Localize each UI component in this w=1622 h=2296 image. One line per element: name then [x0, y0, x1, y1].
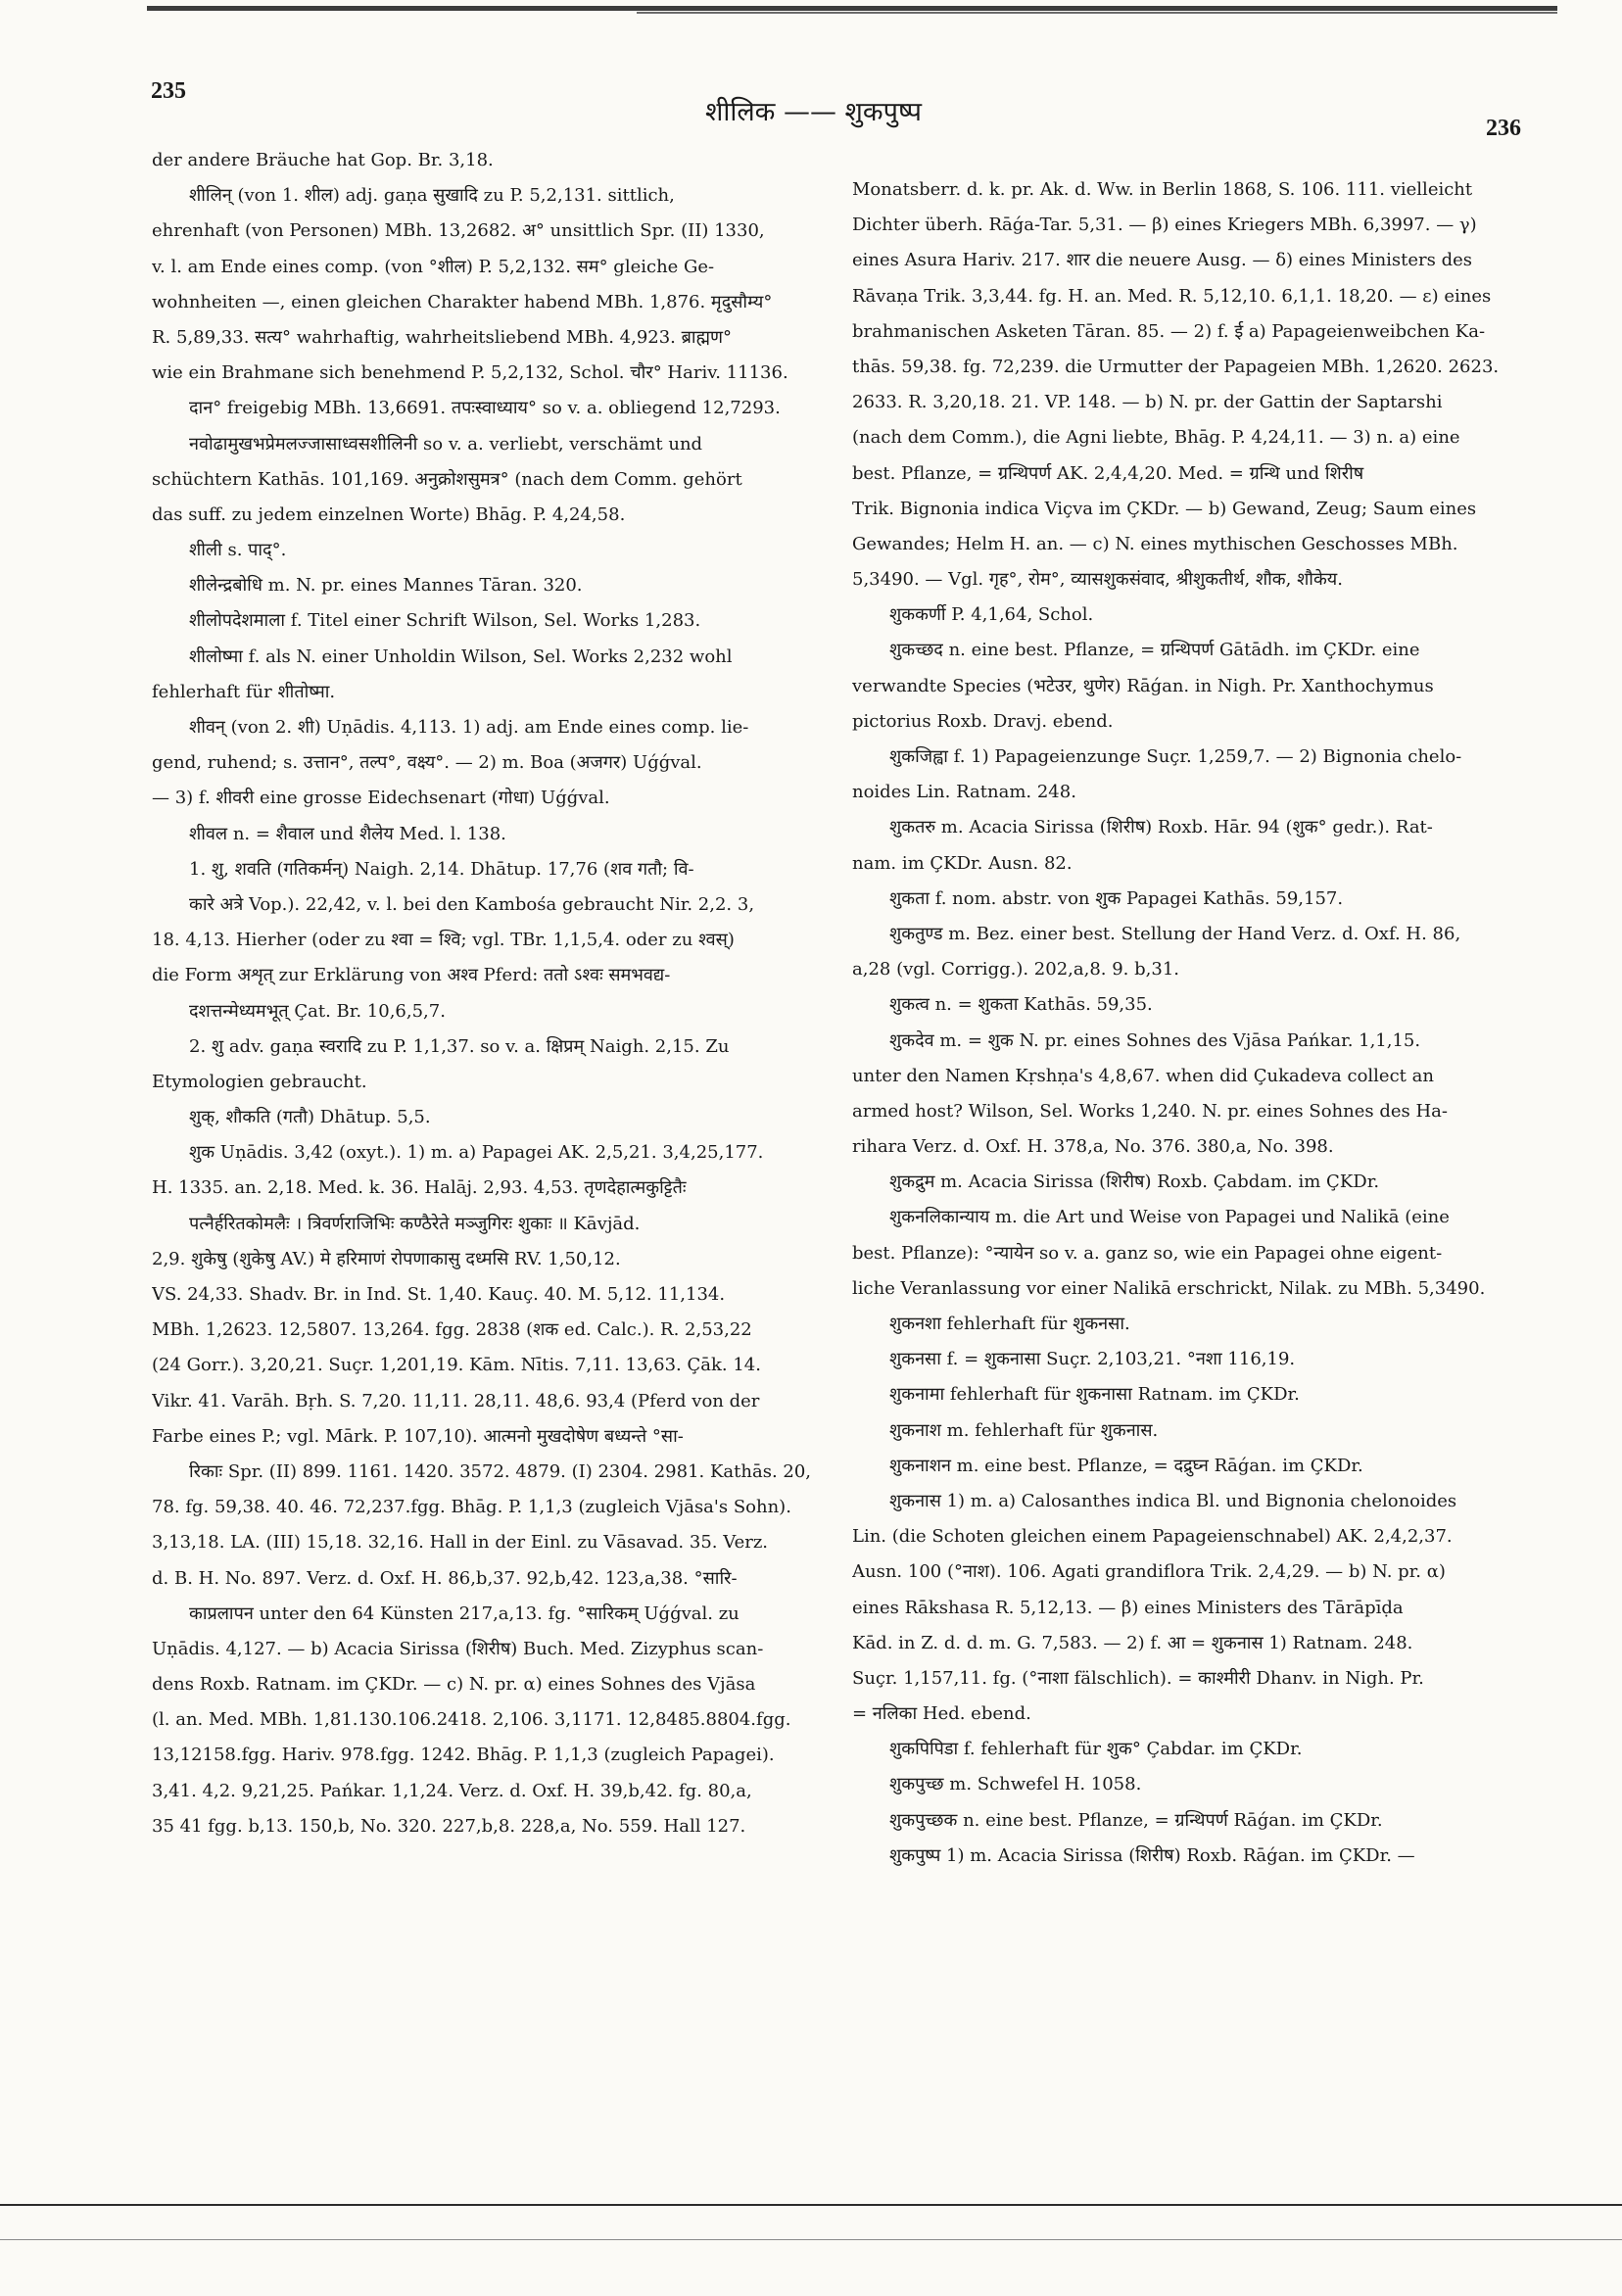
text-line: 5,3490. — Vgl. गृह°, रोम°, व्यासशुकसंवाद, श्रीशुकतीर्थ, शौक, शौकेय.: [852, 569, 1343, 591]
bottom-rule-secondary: [0, 2239, 1622, 2240]
text-line: 2. शु adv. gaṇa स्वरादि zu P. 1,1,37. so v. a. क्षिप्रम् Naigh. 2,15. Zu: [189, 1035, 730, 1057]
text-line: Dichter überh. Rāǵa-Tar. 5,31. — β) eines Kriegers MBh. 6,3997. — γ): [852, 215, 1477, 236]
text-line: ehrenhaft (von Personen) MBh. 13,2682. अ° unsittlich Spr. (II) 1330,: [152, 220, 765, 242]
text-line: शीवल n. = शैवाल und शैलेय Med. l. 138.: [189, 823, 506, 844]
page-number-left: 235: [151, 78, 186, 104]
text-line: der andere Bräuche hat Gop. Br. 3,18.: [152, 150, 494, 170]
text-line: शुकनाशन m. eine best. Pflanze, = दद्रुघ्न Rāǵan. im ÇKDr.: [889, 1455, 1363, 1476]
text-line: रिकाः Spr. (II) 899. 1161. 1420. 3572. 4879. (I) 2304. 2981. Kathās. 20,: [189, 1460, 811, 1482]
text-line: शुकनामा fehlerhaft für शुकनासा Ratnam. im ÇKDr.: [889, 1384, 1300, 1406]
text-line: शीवन् (von 2. शी) Uṇādis. 4,113. 1) adj. am Ende eines comp. lie-: [189, 717, 749, 738]
text-line: शुकत्व n. = शुकता Kathās. 59,35.: [889, 994, 1153, 1016]
text-line: armed host? Wilson, Sel. Works 1,240. N. pr. eines Sohnes des Ha-: [852, 1100, 1448, 1122]
text-line: 78. fg. 59,38. 40. 46. 72,237.fgg. Bhāg. P. 1,1,3 (zugleich Vjāsa's Sohn).: [152, 1497, 791, 1518]
text-line: VS. 24,33. Shadv. Br. in Ind. St. 1,40. Kauç. 40. M. 5,12. 11,134.: [152, 1284, 726, 1305]
text-line: thās. 59,38. fg. 72,239. die Urmutter der Papageien MBh. 1,2620. 2623.: [852, 356, 1500, 377]
text-line: nam. im ÇKDr. Ausn. 82.: [852, 852, 1073, 874]
text-line: शुकपुच्छ m. Schwefel H. 1058.: [889, 1774, 1142, 1795]
right-column: [852, 172, 1518, 1874]
text-line: काप्रलापन unter den 64 Künsten 217,a,13. fg. °सारिकम् Uǵǵval. zu: [189, 1602, 739, 1624]
text-line: MBh. 1,2623. 12,5807. 13,264. fgg. 2838 (शक ed. Calc.). R. 2,53,22: [152, 1319, 752, 1341]
text-line: wohnheiten —, einen gleichen Charakter habend MBh. 1,876. मृदुसौम्य°: [152, 291, 773, 312]
page-number-right: 236: [1486, 116, 1521, 141]
text-line: = नलिका Hed. ebend.: [852, 1703, 1031, 1725]
text-line: best. Pflanze): °न्यायेन so v. a. ganz so, wie ein Papagei ohne eigent-: [852, 1242, 1443, 1264]
text-line: दान° freigebig MBh. 13,6691. तपःस्वाध्याय° so v. a. obliegend 12,7293.: [189, 398, 781, 419]
text-line: शुकनसा f. = शुकनासा Suçr. 2,103,21. °नशा 116,19.: [889, 1349, 1296, 1370]
text-line: शुकदेव m. = शुक N. pr. eines Sohnes des Vjāsa Pańkar. 1,1,15.: [889, 1029, 1421, 1051]
text-line: 18. 4,13. Hierher (oder zu श्वा = श्वि; vgl. TBr. 1,1,5,4. oder zu श्वस्): [152, 930, 735, 951]
bottom-rule: [0, 2204, 1622, 2206]
text-line: शुकतुण्ड m. Bez. einer best. Stellung der Hand Verz. d. Oxf. H. 86,: [889, 923, 1461, 944]
text-line: नवोढामुखभप्रेमलज्जासाध्वसशीलिनी so v. a. verliebt, verschämt und: [189, 433, 703, 454]
text-line: die Form अशृत् zur Erklärung von अश्व Pferd: ततो ऽश्वः समभवद्य-: [152, 965, 671, 986]
text-line: rihara Verz. d. Oxf. H. 378,a, No. 376. 380,a, No. 398.: [852, 1136, 1334, 1158]
text-line: Ausn. 100 (°नाश). 106. Agati grandiflora Trik. 2,4,29. — b) N. pr. α): [852, 1561, 1446, 1583]
text-line: 2,9. शुकेषु (शुकेषु AV.) मे हरिमाणं रोपणाकासु दध्मसि RV. 1,50,12.: [152, 1248, 621, 1269]
text-line: best. Pflanze, = ग्रन्थिपर्ण AK. 2,4,4,20. Med. = ग्रन्थि und शिरीष: [852, 462, 1364, 484]
text-line: शीलेन्द्रबोधि m. N. pr. eines Mannes Tāran. 320.: [189, 575, 583, 597]
text-line: noides Lin. Ratnam. 248.: [852, 782, 1076, 803]
text-line: शीलोपदेशमाला f. Titel einer Schrift Wilson, Sel. Works 1,283.: [189, 610, 701, 632]
text-line: शुकनास 1) m. a) Calosanthes indica Bl. und Bignonia chelonoides: [889, 1490, 1457, 1511]
top-rule-secondary: [637, 12, 1557, 14]
text-line: eines Asura Hariv. 217. शार die neuere Ausg. — δ) eines Ministers des: [852, 250, 1473, 271]
text-line: wie ein Brahmane sich benehmend P. 5,2,132, Schol. चौर° Hariv. 11136.: [152, 362, 788, 384]
text-line: 3,13,18. LA. (III) 15,18. 32,16. Hall in der Einl. zu Vāsavad. 35. Verz.: [152, 1532, 769, 1554]
text-line: शुकच्छद n. eine best. Pflanze, = ग्रन्थिपर्ण Gātādh. im ÇKDr. eine: [889, 640, 1420, 661]
text-line: (nach dem Comm.), die Agni liebte, Bhāg. P. 4,24,11. — 3) n. a) eine: [852, 427, 1460, 449]
text-line: Gewandes; Helm H. an. — c) N. eines mythischen Geschosses MBh.: [852, 533, 1458, 554]
text-line: पत्नैर्हरितकोमलैः । त्रिवर्णराजिभिः कण्ठैरेते मञ्जुगिरः शुकाः ॥ Kāvjād.: [189, 1213, 641, 1234]
text-line: शुकतरु m. Acacia Sirissa (शिरीष) Roxb. Hār. 94 (शुक° gedr.). Rat-: [889, 817, 1433, 838]
text-line: दशत्तन्मेध्यमभूत् Çat. Br. 10,6,5,7.: [189, 1000, 446, 1022]
left-column: [152, 143, 811, 1844]
text-line: Etymologien gebraucht.: [152, 1071, 367, 1092]
text-line: Kād. in Z. d. d. m. G. 7,583. — 2) f. आ = शुकनास 1) Ratnam. 248.: [852, 1632, 1413, 1653]
text-line: कारे अत्रे Vop.). 22,42, v. l. bei den Kambośa gebraucht Nir. 2,2. 3,: [189, 893, 755, 915]
text-line: शुक्, शौकति (गतौ) Dhātup. 5,5.: [189, 1107, 431, 1128]
text-line: शीलोष्मा f. als N. einer Unholdin Wilson, Sel. Works 2,232 wohl: [189, 646, 733, 667]
text-line: R. 5,89,33. सत्य° wahrhaftig, wahrheitsliebend MBh. 4,923. ब्राह्मण°: [152, 326, 732, 348]
text-line: 1. शु, शवति (गतिकर्मन्) Naigh. 2,14. Dhātup. 17,76 (शव गतौ; वि-: [189, 858, 694, 880]
text-line: Uṇādis. 4,127. — b) Acacia Sirissa (शिरीष) Buch. Med. Zizyphus scan-: [152, 1638, 764, 1659]
text-line: H. 1335. an. 2,18. Med. k. 36. Halāj. 2,93. 4,53. तृणदेहात्मकुट्टितैः: [152, 1177, 687, 1199]
top-rule: [147, 6, 1557, 11]
text-line: liche Veranlassung vor einer Nalikā erschrickt, Nilak. zu MBh. 5,3490.: [852, 1277, 1486, 1299]
text-line: schüchtern Kathās. 101,169. अनुक्रोशसुमत्र° (nach dem Comm. gehört: [152, 468, 742, 490]
text-line: verwandte Species (भटेउर, थुणेर) Rāǵan. in Nigh. Pr. Xanthochymus: [852, 675, 1434, 696]
text-line: v. l. am Ende eines comp. (von °शील) P. 5,2,132. सम° gleiche Ge-: [152, 256, 715, 277]
text-line: 35 41 fgg. b,13. 150,b, No. 320. 227,b,8. 228,a, No. 559. Hall 127.: [152, 1815, 746, 1837]
text-line: Farbe eines P.; vgl. Mārk. P. 107,10). आत्मनो मुखदोषेण बध्यन्ते °सा-: [152, 1425, 684, 1447]
text-line: (l. an. Med. MBh. 1,81.130.106.2418. 2,106. 3,1171. 12,8485.8804.fgg.: [152, 1709, 791, 1731]
text-line: dens Roxb. Ratnam. im ÇKDr. — c) N. pr. α) eines Sohnes des Vjāsa: [152, 1674, 756, 1696]
text-line: fehlerhaft für शीतोष्मा.: [152, 681, 336, 702]
text-line: Rāvaṇa Trik. 3,3,44. fg. H. an. Med. R. 5,12,10. 6,1,1. 18,20. — ε) eines: [852, 285, 1492, 307]
text-line: शुककर्णी P. 4,1,64, Schol.: [889, 604, 1094, 626]
text-line: शुकनाश m. fehlerhaft für शुकनास.: [889, 1419, 1159, 1441]
running-head: शीलिक —— शुकपुष्प: [705, 97, 923, 127]
text-line: eines Rākshasa R. 5,12,13. — β) eines Ministers des Tārāpīḍa: [852, 1597, 1404, 1618]
text-line: Suçr. 1,157,11. fg. (°नाशा fälschlich). = काश्मीरी Dhanv. in Nigh. Pr.: [852, 1667, 1424, 1689]
text-line: शुकजिह्वा f. 1) Papageienzunge Suçr. 1,259,7. — 2) Bignonia chelo-: [889, 746, 1462, 767]
text-line: शुकपुष्प 1) m. Acacia Sirissa (शिरीष) Roxb. Rāǵan. im ÇKDr. —: [889, 1844, 1415, 1866]
text-line: 2633. R. 3,20,18. 21. VP. 148. — b) N. pr. der Gattin der Saptarshi: [852, 392, 1443, 413]
text-line: brahmanischen Asketen Tāran. 85. — 2) f. ई a) Papageienweibchen Ka-: [852, 320, 1486, 342]
text-line: शुकता f. nom. abstr. von शुक Papagei Kathās. 59,157.: [889, 887, 1344, 909]
text-line: Monatsberr. d. k. pr. Ak. d. Ww. in Berlin 1868, S. 106. 111. vielleicht: [852, 179, 1473, 200]
text-line: d. B. H. No. 897. Verz. d. Oxf. H. 86,b,37. 92,b,42. 123,a,38. °सारि-: [152, 1567, 738, 1589]
text-line: 3,41. 4,2. 9,21,25. Pańkar. 1,1,24. Verz. d. Oxf. H. 39,b,42. fg. 80,a,: [152, 1780, 752, 1801]
text-line: शीली s. पाद्°.: [189, 540, 287, 561]
text-line: शुकनलिकान्याय m. die Art und Weise von Papagei und Nalikā (eine: [889, 1207, 1450, 1228]
text-line: शीलिन् (von 1. शील) adj. gaṇa सुखादि zu P. 5,2,131. sittlich,: [189, 185, 675, 207]
text-line: gend, ruhend; s. उत्तान°, तल्प°, वक्ष्य°. — 2) m. Boa (अजगर) Uǵǵval.: [152, 752, 702, 774]
text-line: शुकपिपिडा f. fehlerhaft für शुक° Çabdar. im ÇKDr.: [889, 1739, 1303, 1760]
text-line: das suff. zu jedem einzelnen Worte) Bhāg. P. 4,24,58.: [152, 503, 626, 525]
text-line: (24 Gorr.). 3,20,21. Suçr. 1,201,19. Kām. Nītis. 7,11. 13,63. Çāk. 14.: [152, 1355, 761, 1376]
text-line: शुकद्रुम m. Acacia Sirissa (शिरीष) Roxb. Çabdam. im ÇKDr.: [889, 1172, 1380, 1193]
text-line: unter den Namen Kṛshṇa's 4,8,67. when did Çukadeva collect an: [852, 1065, 1434, 1086]
text-line: pictorius Roxb. Dravj. ebend.: [852, 710, 1114, 732]
text-line: Trik. Bignonia indica Viçva im ÇKDr. — b) Gewand, Zeug; Saum eines: [852, 498, 1477, 519]
text-line: a,28 (vgl. Corrigg.). 202,a,8. 9. b,31.: [852, 959, 1179, 981]
text-line: शुकपुच्छक n. eine best. Pflanze, = ग्रन्थिपर्ण Rāǵan. im ÇKDr.: [889, 1809, 1383, 1831]
text-line: शुकनशा fehlerhaft für शुकनसा.: [889, 1314, 1130, 1334]
text-line: 13,12158.fgg. Hariv. 978.fgg. 1242. Bhāg. P. 1,1,3 (zugleich Papagei).: [152, 1745, 775, 1766]
text-line: शुक Uṇādis. 3,42 (oxyt.). 1) m. a) Papagei AK. 2,5,21. 3,4,25,177.: [189, 1142, 764, 1164]
text-line: Lin. (die Schoten gleichen einem Papageienschnabel) AK. 2,4,2,37.: [852, 1526, 1453, 1548]
text-line: Vikr. 41. Varāh. Bṛh. S. 7,20. 11,11. 28,11. 48,6. 93,4 (Pferd von der: [152, 1390, 760, 1411]
text-line: — 3) f. शीवरी eine grosse Eidechsenart (गोधा) Uǵǵval.: [152, 788, 610, 809]
